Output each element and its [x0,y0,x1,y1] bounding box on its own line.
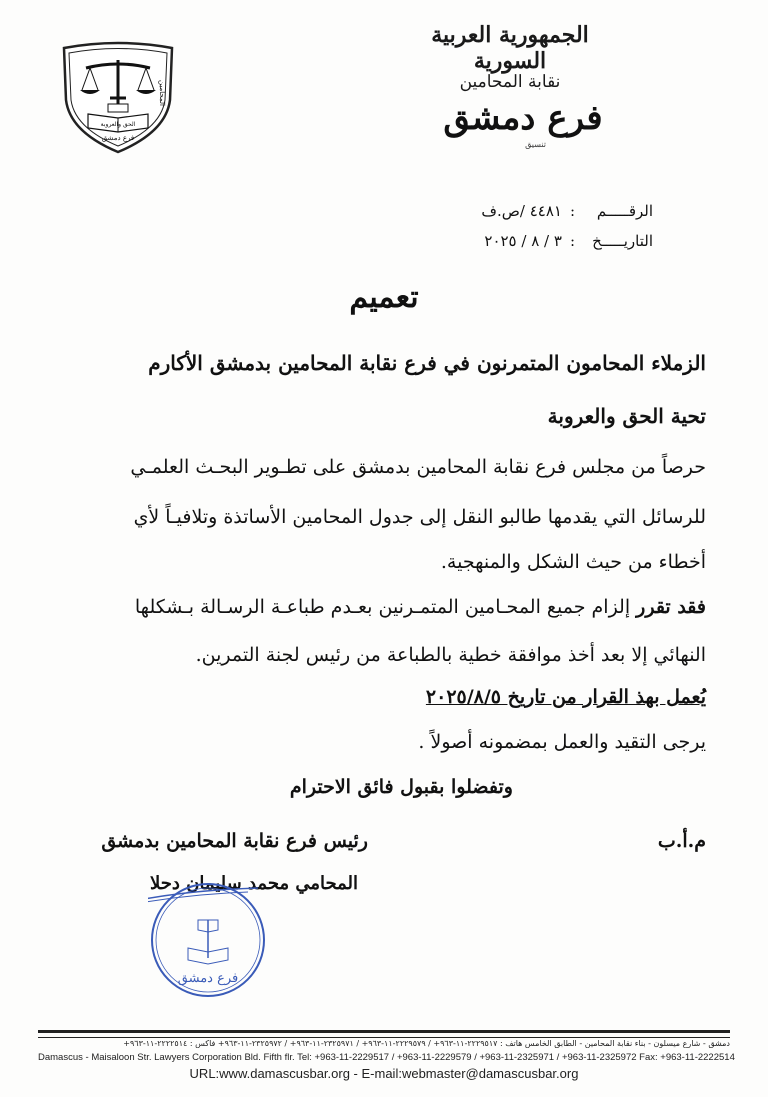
decision-text: إلزام جميع المحـامين المتمـرنين بعـدم طباعـة الرسـالة بـشكلها [134,596,637,618]
emblem-motto: الحق والعروبة [100,121,136,128]
document-title: تعميم [349,280,419,315]
signature-title: رئيس فرع نقابة المحامين بدمشق [101,830,368,852]
emblem-side-text: المحامين [158,80,166,106]
reference-separator: : [569,202,575,220]
footer-address-english: Damascus - Maisaloon Str. Lawyers Corporation Bld. Fifth flr. Tel: +963-11-2229517 / +963-11-2229579 / +963-11-2325971 / +963-11-2325972 Fax: +963-11-2222514 [38,1052,735,1063]
shield-scales-icon [58,40,178,155]
signatory-name: المحامي محمد سليمان دحلا [149,873,358,894]
greeting: تحية الحق والعروبة [547,404,706,428]
addressee: الزملاء المحامون المتمرنون في فرع نقابة المحامين بدمشق الأكارم [148,351,706,375]
footer-url-email: URL:www.damascusbar.org - E-mail:webmaster@damascusbar.org [189,1066,579,1081]
request-line: يرجى التقيد والعمل بمضمونه أصولاً . [418,731,706,753]
decision-lead: فقد تقرر [636,596,706,618]
stamp-text: فرع دمشق [177,971,239,986]
reference-number-row [481,202,653,220]
paragraph-1-line-3: أخطاء من حيث الشكل والمنهجية. [440,551,706,573]
letterhead-branch: فرع دمشق [443,98,603,138]
reference-date-row [484,232,653,250]
official-stamp [148,880,268,1000]
effective-date-text: يُعمل بهذ القرار من تاريخ ٢٠٢٥/٨/٥ [425,686,706,708]
reference-number-value: ٤٤٨١ /ص.ف [481,202,562,220]
reference-number-label: الرقـــــم [596,202,653,220]
reference-date-value: ٣ / ٨ / ٢٠٢٥ [484,232,562,250]
emblem-branch: فرع دمشق [101,134,135,142]
footer-address-arabic: دمشق - شارع ميسلون - بناء نقابة المحامين - الطابق الخامس هاتف : ٢٢٢٩٥١٧-١١-٩٦٣+ / ٢٢٢٩٥٧٩-١١-٩٦٣+ / ٢٣٢٥٩٧١-١١-٩٦٣+ / ٢٣٢٥٩٧٢-١١-٩٦٣+ فاكس : ٢٢٢٢٥١٤-١١-٩٦٣+ [123,1039,730,1048]
effective-date-line [62,685,706,710]
letterhead-mark: تنسيق [525,140,546,149]
reference-date-label: التاريـــــخ [592,232,653,250]
letterhead-republic: الجمهورية العربية السورية [431,22,589,74]
reference-separator: : [569,232,575,250]
closing-line: وتفضلوا بقبول فائق الاحترام [289,776,513,798]
stamp-seal-icon [148,880,268,1000]
signature-abbrev: م.أ.ب [657,830,706,852]
paragraph-1-line-1: حرصاً من مجلس فرع نقابة المحامين بدمشق على تطـوير البحـث العلمـي [130,456,706,478]
bar-association-emblem [58,40,178,155]
paragraph-1-line-2: للرسائل التي يقدمها طالبو النقل إلى جدول المحامين الأساتذة وتلافيـاً لأي [133,506,706,528]
footer-divider [38,1030,730,1038]
paragraph-2-line-2: النهائي إلا بعد أخذ موافقة خطية بالطباعة من رئيس لجنة التمرين. [195,644,706,666]
paragraph-2-line-1 [62,595,706,620]
letterhead-syndicate: نقابة المحامين [459,72,561,92]
